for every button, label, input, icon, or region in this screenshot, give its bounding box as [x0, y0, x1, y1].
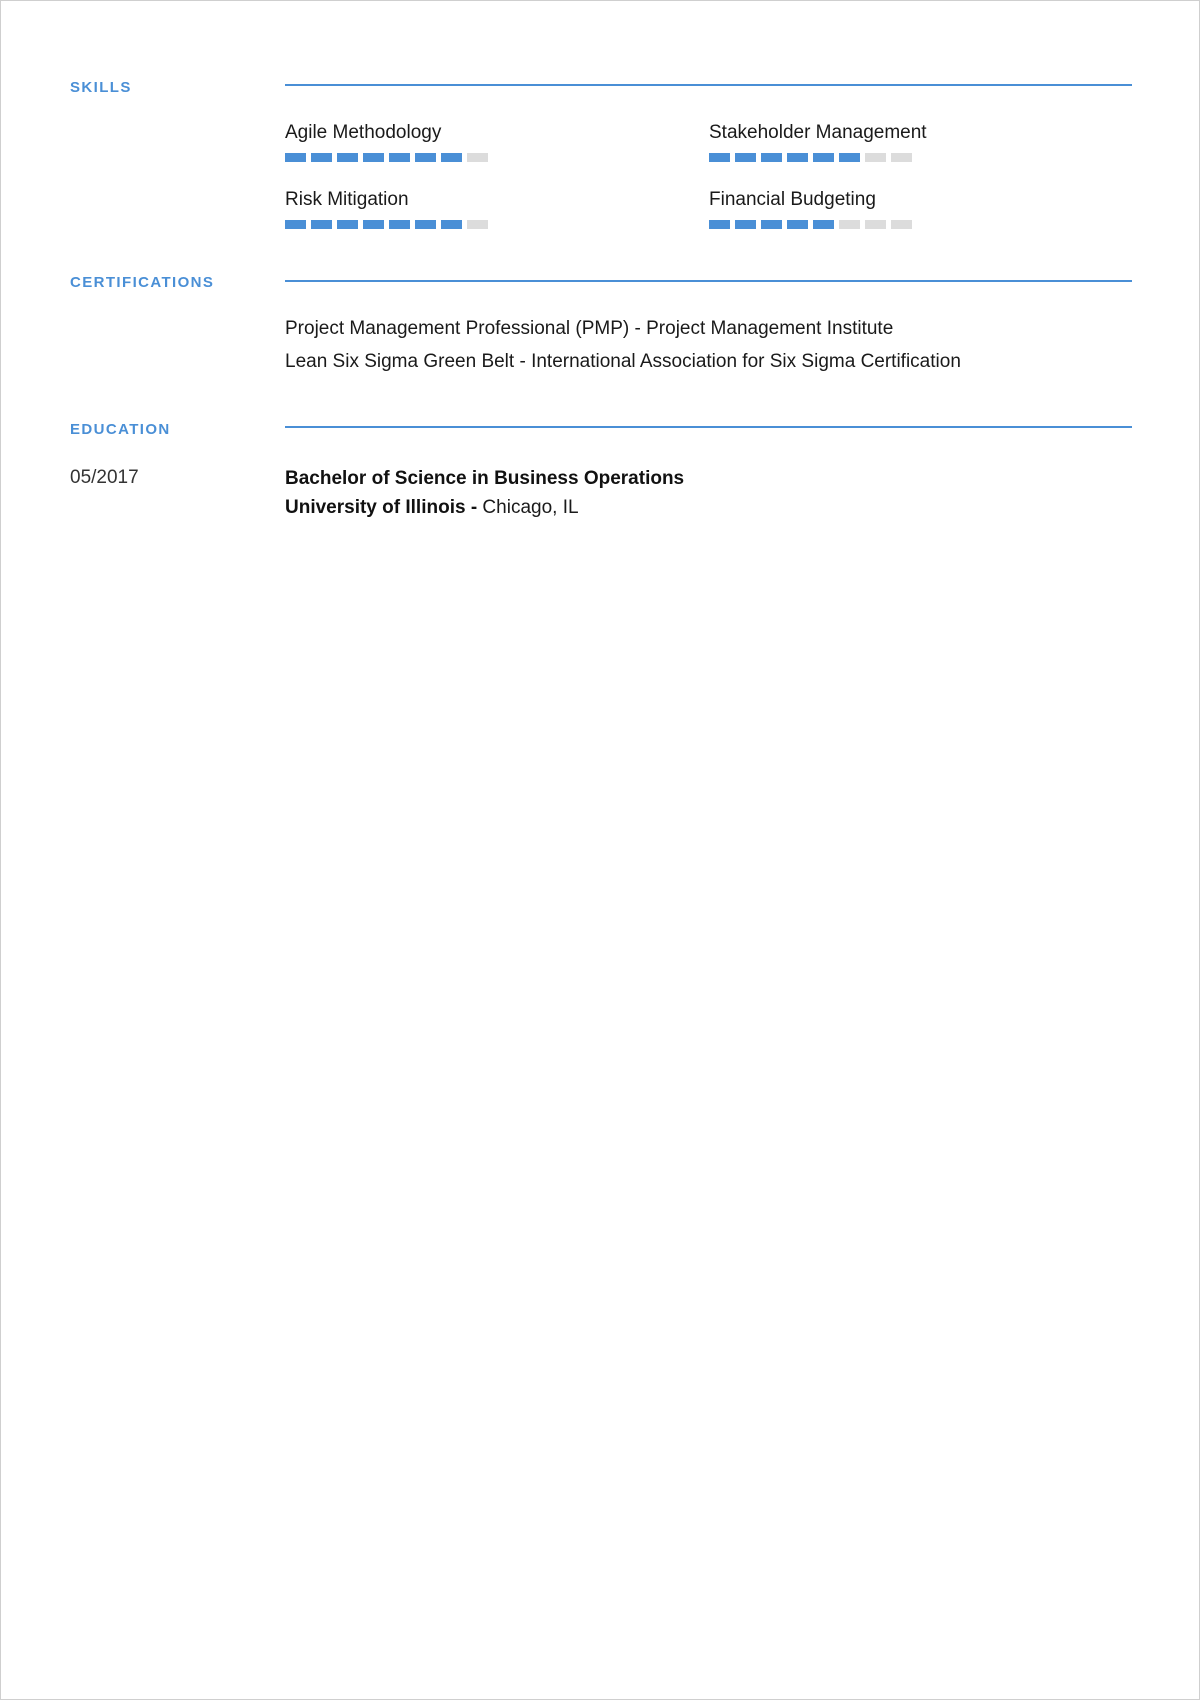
skill-segment-filled	[787, 220, 808, 229]
skill-segment-filled	[285, 153, 306, 162]
skill-segment-filled	[389, 220, 410, 229]
skill-name: Risk Mitigation	[285, 189, 409, 210]
skill-segment-filled	[709, 153, 730, 162]
certifications-list	[285, 318, 961, 384]
skill-segment-filled	[389, 153, 410, 162]
skill-segment-filled	[441, 153, 462, 162]
education-divider	[285, 426, 1132, 428]
certification-item: Lean Six Sigma Green Belt - International Association for Six Sigma Certification	[285, 351, 961, 372]
skill-item	[285, 122, 685, 162]
skill-segment-filled	[787, 153, 808, 162]
skill-segment-filled	[337, 153, 358, 162]
skill-segment-filled	[363, 153, 384, 162]
school-location: Chicago, IL	[477, 497, 579, 518]
school-name: University of Illinois -	[285, 497, 478, 518]
school-line	[285, 493, 684, 522]
skill-segment-filled	[441, 220, 462, 229]
skill-segment-filled	[415, 220, 436, 229]
certifications-heading: CERTIFICATIONS	[70, 274, 215, 291]
skill-segment-empty	[467, 153, 488, 162]
skill-segment-filled	[761, 220, 782, 229]
skill-segment-filled	[813, 220, 834, 229]
skill-segment-filled	[311, 220, 332, 229]
skill-segment-filled	[709, 220, 730, 229]
skill-item	[709, 122, 1109, 162]
skill-name: Agile Methodology	[285, 122, 442, 143]
skill-level-bar	[285, 153, 685, 162]
skill-segment-empty	[839, 220, 860, 229]
certifications-divider	[285, 280, 1132, 282]
skill-segment-filled	[735, 220, 756, 229]
skill-segment-filled	[415, 153, 436, 162]
skill-level-bar	[285, 220, 685, 229]
skill-segment-filled	[839, 153, 860, 162]
education-date: 05/2017	[70, 467, 139, 488]
skill-item	[285, 189, 685, 229]
skill-segment-filled	[311, 153, 332, 162]
skill-segment-empty	[467, 220, 488, 229]
skill-segment-filled	[761, 153, 782, 162]
skill-level-bar	[709, 220, 1109, 229]
skill-segment-empty	[865, 153, 886, 162]
skills-divider	[285, 84, 1132, 86]
education-heading: EDUCATION	[70, 421, 171, 438]
skill-name: Stakeholder Management	[709, 122, 927, 143]
skill-segment-filled	[813, 153, 834, 162]
skill-segment-empty	[865, 220, 886, 229]
skill-item	[709, 189, 1109, 229]
skill-level-bar	[709, 153, 1109, 162]
skill-segment-filled	[337, 220, 358, 229]
skill-segment-empty	[891, 153, 912, 162]
degree-title: Bachelor of Science in Business Operations	[285, 468, 685, 489]
skill-name: Financial Budgeting	[709, 189, 876, 210]
certification-item: Project Management Professional (PMP) - Project Management Institute	[285, 318, 894, 339]
education-details	[285, 464, 684, 522]
skill-segment-filled	[735, 153, 756, 162]
skill-segment-filled	[363, 220, 384, 229]
skill-segment-filled	[285, 220, 306, 229]
skill-segment-empty	[891, 220, 912, 229]
skills-heading: SKILLS	[70, 79, 132, 96]
